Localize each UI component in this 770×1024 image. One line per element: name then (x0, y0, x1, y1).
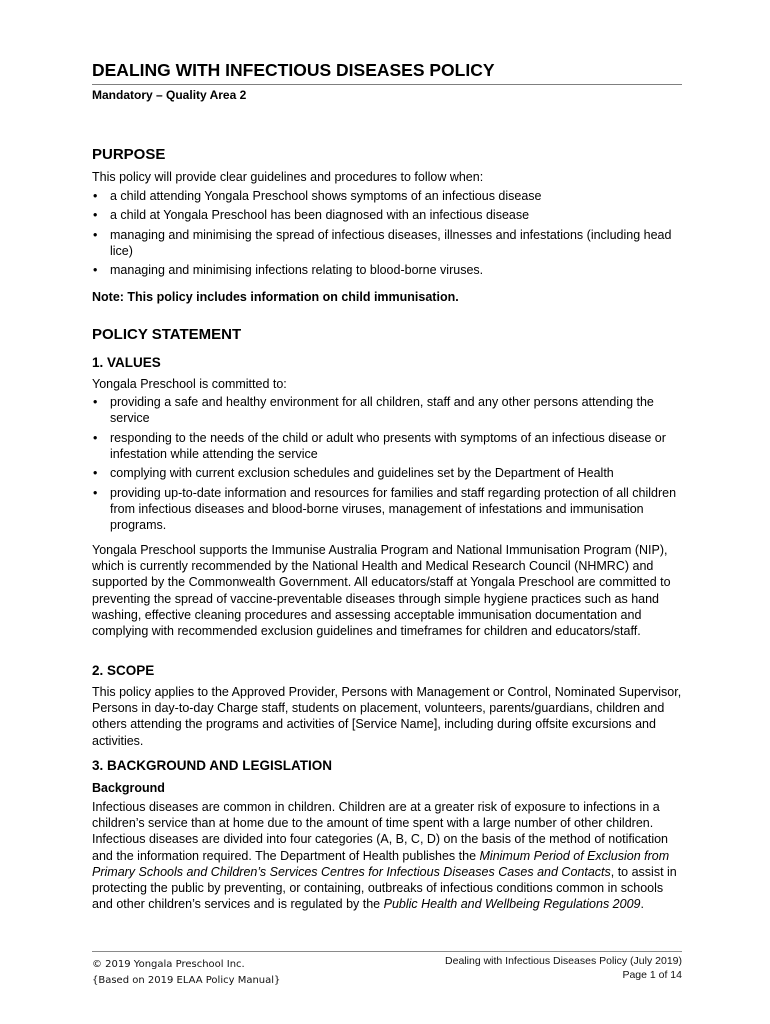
background-text-end: . (640, 897, 644, 912)
purpose-list (92, 188, 682, 282)
footer-based-on: {Based on 2019 ELAA Policy Manual} (92, 975, 281, 986)
purpose-heading: PURPOSE (92, 146, 166, 163)
list-item: • providing a safe and healthy environment for all children, staff and any other persons attending the service (92, 394, 682, 426)
background-subheading: Background (92, 781, 165, 795)
exclusion-document-title: Minimum Period of Exclusion from Primary Schools and Children’s Services Centres for Infectious Diseases Cases and Contacts (92, 848, 670, 879)
list-item: • responding to the needs of the child or adult who presents with symptoms of an infectious disease or infestation while attending the service (92, 430, 682, 462)
list-item: • complying with current exclusion schedules and guidelines set by the Department of Health (92, 465, 682, 481)
list-item: • a child attending Yongala Preschool shows symptoms of an infectious disease (92, 188, 682, 204)
values-heading: 1. VALUES (92, 355, 161, 370)
background-paragraph (92, 799, 682, 912)
values-paragraph: Yongala Preschool supports the Immunise Australia Program and National Immunisation Program (NIP), which is currently recommended by the National Health and Medical Research Council (NHMRC) and supported by the Commonwealth Government. All educators/staff at Yongala Preschool are committed to preventing the spread of vaccine-preventable diseases through simple hygiene practices such as hand washing, effective cleaning procedures and assessing acceptable immunisation documentation and complying with recommended exclusion guidelines and timeframes for children and educators/staff. (92, 543, 671, 639)
footer-divider (92, 951, 682, 952)
list-item: • a child at Yongala Preschool has been diagnosed with an infectious disease (92, 207, 682, 223)
background-heading: 3. BACKGROUND AND LEGISLATION (92, 758, 333, 773)
list-item: • managing and minimising the spread of infectious diseases, illnesses and infestations (including head lice) (92, 227, 682, 259)
footer-copyright: © 2019 Yongala Preschool Inc. (92, 959, 245, 970)
list-item: • managing and minimising infections relating to blood-borne viruses. (92, 262, 682, 278)
values-intro: Yongala Preschool is committed to: (92, 377, 287, 391)
policy-statement-heading: POLICY STATEMENT (92, 326, 242, 343)
footer-right (445, 955, 682, 982)
page-number: Page 1 of 14 (622, 968, 682, 981)
footer-document-title: Dealing with Infectious Diseases Policy (July 2019) (445, 955, 682, 967)
scope-paragraph: This policy applies to the Approved Provider, Persons with Management or Control, Nominated Supervisor, Persons in day-to-day Charge staff, students on placement, volunteers, parents/guardians, children and others attending the programs and activities of [Service Name], including during offsite excursions and activities. (92, 685, 682, 748)
values-list (92, 394, 682, 536)
immunisation-note: Note: This policy includes information on child immunisation. (92, 290, 459, 304)
purpose-intro: This policy will provide clear guidelines and procedures to follow when: (92, 170, 484, 184)
page-title: DEALING WITH INFECTIOUS DISEASES POLICY (92, 60, 682, 85)
background-text-2: , to assist in protecting the public by preventing, or containing, outbreaks of infectious conditions common in schools and other children’s services and is regulated by the (92, 864, 677, 912)
page-subtitle: Mandatory – Quality Area 2 (92, 88, 247, 102)
list-item: • providing up-to-date information and resources for families and staff regarding protection of all children from infectious diseases and blood-borne viruses, management of infestations and immunisation programs. (92, 485, 682, 534)
background-text-1: Infectious diseases are common in children. Children are at a greater risk of exposure to infections in a children’s service than at home due to the amount of time spent with a large number of other children. Infectious diseases are divided into four categories (A, B, C, D) on the basis of the method of notification and the information required. The Department of Health publishes the (92, 800, 669, 863)
scope-heading: 2. SCOPE (92, 663, 155, 678)
footer-left (92, 957, 280, 989)
regulations-title: Public Health and Wellbeing Regulations 2009 (383, 897, 641, 912)
